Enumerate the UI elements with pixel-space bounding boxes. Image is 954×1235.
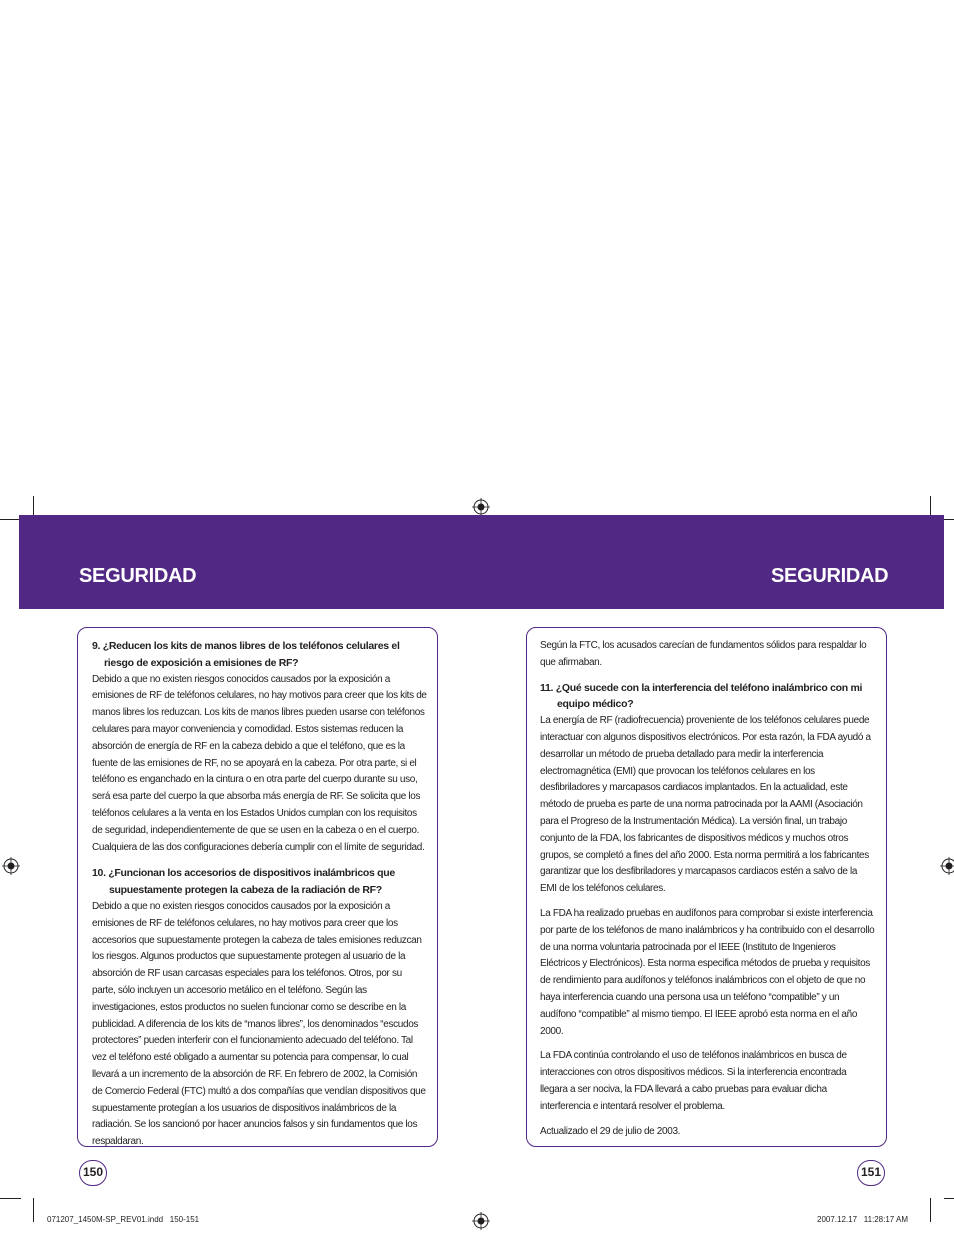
hearing-aids-paragraph: La FDA ha realizado pruebas en audífonos para comprobar si existe interferencia por parte de los teléfonos de mano inalámbricos y ha contribuido con el desarrollo de una norma voluntaria patrocinada por el IEEE (Instituto de Ingenieros Eléctricos y Electrónicos). Esta norma especifica métodos de prueba y requisitos de rendimiento para audífonos y teléfonos inalámbricos con el objeto de que no haya interferencia cuando una persona usa un teléfono “compatible” y un audífono “compatible” al mismo tiempo. El IEEE aprobó esta norma en el año 2000. [540, 907, 875, 1037]
crop-mark [0, 519, 21, 520]
registration-mark-icon [472, 498, 490, 516]
crop-mark [33, 1198, 34, 1222]
question-11-title: 11. ¿Qué sucede con la interferencia del teléfono inalámbrico con mi equipo médico? [540, 681, 863, 711]
slug-timestamp: 2007.12.17 11:28:17 AM [817, 1215, 909, 1224]
question-11-body: La energía de RF (radiofrecuencia) proveniente de los teléfonos celulares puede interactuar con algunos dispositivos electrónicos. Por esta razón, la FDA ayudó a desarrollar un método de prueba detallado para medir la interferencia electromagnética (EMI) que provocan los teléfonos celulares en los desfibriladores y marcapasos cardiacos implantados. En la actualidad, este método de prueba es parte de una norma patrocinada por la AAMI (Asociación para el Progreso de la Instrumentación Médica). La versión final, un trabajo conjunto de la FDA, los fabricantes de dispositivos médicos y muchos otros grupos, se completó a fines del año 2000. Esta norma permitirá a los fabricantes garantizar que los desfibriladores y marcapasos cardiacos estén a salvo de la EMI de los teléfonos celulares. [540, 715, 871, 895]
registration-mark-icon [472, 1212, 490, 1230]
crop-mark [944, 1198, 954, 1199]
crop-mark [944, 519, 954, 520]
header-band [19, 515, 944, 609]
intro-paragraph: Según la FTC, los acusados carecían de fundamentos sólidos para respaldar lo que afirmaban. [540, 640, 867, 668]
question-10-title: 10. ¿Funcionan los accesorios de dispositivos inalámbricos que supuestamente protegen la cabeza de la radiación de RF? [92, 867, 395, 897]
fda-monitoring-paragraph: La FDA continúa controlando el uso de teléfonos inalámbricos en busca de interacciones con otros dispositivos médicos. Si la interferencia encontrada llegara a ser nociva, la FDA llevará a cabo pruebas para evaluar dicha interferencia e intentará resolver el problema. [540, 1050, 847, 1112]
page-number-right: 151 [857, 1160, 885, 1186]
right-column [540, 638, 875, 1140]
crop-mark [930, 1198, 931, 1222]
section-title-left: SEGURIDAD [79, 565, 197, 587]
question-9-body: Debido a que no existen riesgos conocidos causados por la exposición a emisiones de RF de teléfonos celulares, no hay motivos para creer que los kits de manos libres los reduzcan. Los kits de manos libres pueden usarse con teléfonos celulares para mayor conveniencia y comodidad. Estos sistemas reducen la absorción de energía de RF en la cabeza debido a que el teléfono, que es la fuente de las emisiones de RF, no se apoyará en la cabeza. Por otra parte, si el teléfono es enganchado en la cintura o en otra parte del cuerpo durante su uso, será esa parte del cuerpo la que absorba más energía de RF. Se solicita que los teléfonos celulares a la venta en los Estados Unidos cumplan con los requisitos de seguridad, independientemente de que se usen en la cabeza o en el cuerpo. Cualquiera de las dos configuraciones debería cumplir con el límite de seguridad. [92, 673, 427, 853]
slug-filename: 071207_1450M-SP_REV01.indd 150-151 [47, 1215, 200, 1224]
left-column [92, 638, 427, 1151]
question-9-title: 9. ¿Reducen los kits de manos libres de los teléfonos celulares el riesgo de exposición a emisiones de RF? [92, 640, 400, 669]
question-10-body: Debido a que no existen riesgos conocidos causados por la exposición a emisiones de RF de teléfonos celulares, no hay motivos para creer que los accesorios que supuestamente protegen la cabeza de tales emisiones reduzcan los riesgos. Algunos productos que supuestamente protegen al usuario de la absorción de RF usan carcasas especiales para los teléfonos. Otros, por su parte, sólo incluyen un accesorio metálico en el teléfono. Según las investigaciones, estos productos no suelen funcionar como se describe en la publicidad. A diferencia de los kits de “manos libres”, los denominados “escudos protectores” pueden interferir con el funcionamiento adecuado del teléfono. Tal vez el teléfono esté obligado a aumentar su potencia para compensar, lo cual llevará a un incremento de la absorción de RF. En febrero de 2002, la Comisión de Comercio Federal (FTC) multó a dos compañías que vendían dispositivos que supuestamente protegían a los usuarios de dispositivos inalámbricos de la radiación. Se los sancionó por hacer anuncios falsos y sin fundamentos que los respaldaran. [92, 900, 426, 1148]
crop-mark [0, 1198, 21, 1199]
section-title-right: SEGURIDAD [771, 565, 889, 587]
updated-date: Actualizado el 29 de julio de 2003. [540, 1125, 681, 1137]
page-number-left: 150 [79, 1160, 107, 1186]
registration-mark-icon [940, 857, 954, 875]
registration-mark-icon [2, 857, 20, 875]
